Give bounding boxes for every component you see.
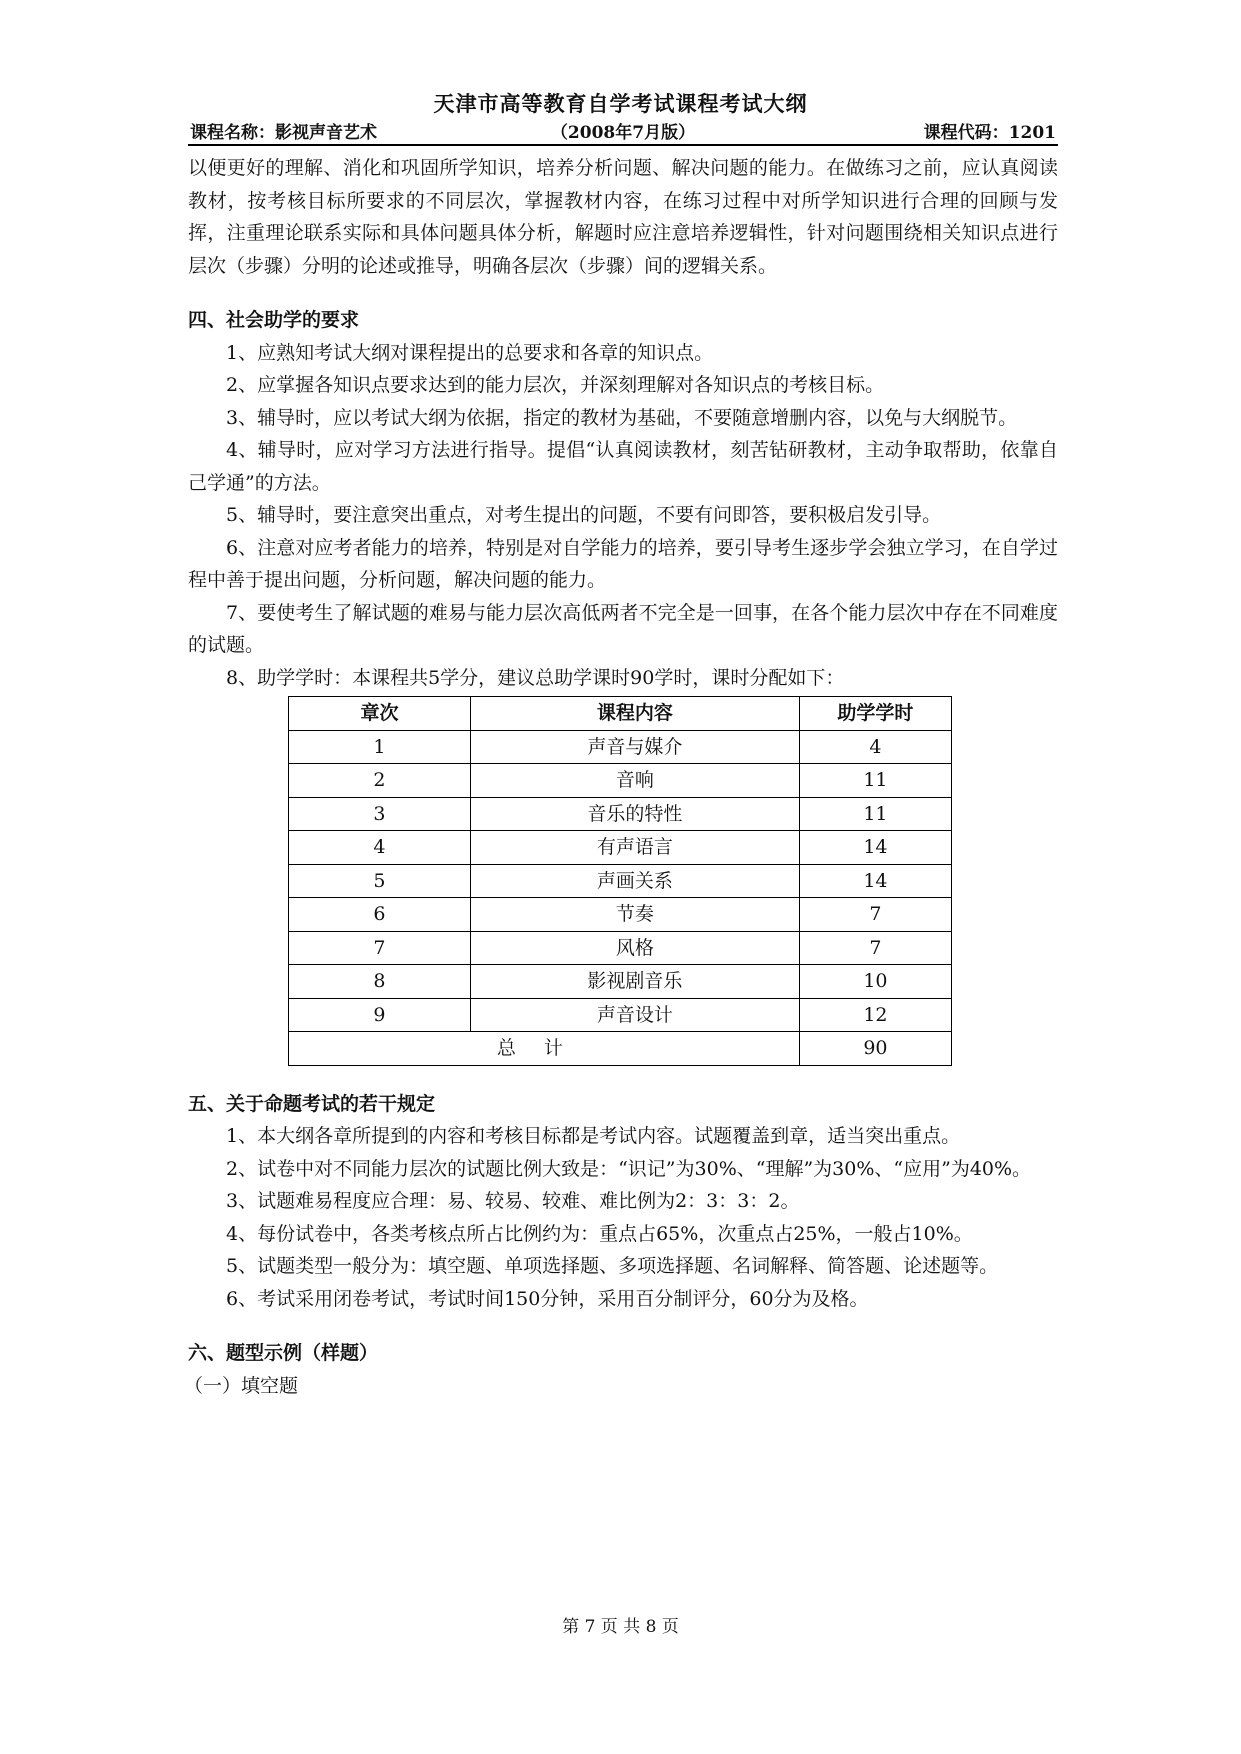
table-cell: 2 — [289, 764, 471, 798]
list-item: 5、试题类型一般分为：填空题、单项选择题、多项选择题、名词解释、简答题、论述题等。 — [226, 1255, 999, 1277]
table-cell: 有声语言 — [470, 831, 799, 865]
table-total-row — [289, 1032, 952, 1066]
column-header: 课程内容 — [470, 697, 799, 731]
table-cell: 音乐的特性 — [470, 797, 799, 831]
list-item: 4、每份试卷中，各类考核点所占比例约为：重点占65%，次重点占25%，一般占10%。 — [226, 1222, 973, 1245]
column-header: 章次 — [289, 697, 471, 731]
table-row — [289, 864, 952, 898]
page-footer: 第 7 页 共 8 页 — [562, 1617, 679, 1637]
table-row — [289, 764, 952, 798]
list-item: 1、应熟知考试大纲对课程提出的总要求和各章的知识点。 — [226, 341, 714, 364]
list-item: 5、辅导时，要注意突出重点，对考生提出的问题，不要有问即答，要积极启发引导。 — [226, 504, 942, 526]
table-row — [289, 998, 952, 1032]
table-cell: 影视剧音乐 — [470, 965, 799, 999]
section5-heading: 五、关于命题考试的若干规定 — [188, 1092, 436, 1115]
table-cell: 12 — [799, 998, 951, 1032]
table-cell: 7 — [799, 898, 951, 932]
list-item: 1、本大纲各章所提到的内容和考核目标都是考试内容。试题覆盖到章，适当突出重点。 — [226, 1125, 961, 1147]
table-cell: 9 — [289, 998, 471, 1032]
section6-heading: 六、题型示例（样题） — [188, 1342, 379, 1364]
table-cell: 4 — [289, 831, 471, 865]
course-code: 课程代码：1201 — [923, 123, 1056, 143]
table-cell: 8 — [289, 965, 471, 999]
table-row — [289, 898, 952, 932]
table-cell: 5 — [289, 864, 471, 898]
table-cell: 7 — [289, 931, 471, 965]
table-cell: 风格 — [470, 931, 799, 965]
study-hours-table — [288, 696, 952, 1066]
document-title: 天津市高等教育自学考试课程考试大纲 — [433, 91, 808, 116]
edition-label: （2008年7月版） — [550, 123, 696, 143]
table-cell: 6 — [289, 898, 471, 932]
table-cell: 7 — [799, 931, 951, 965]
list-item: 7、要使考生了解试题的难易与能力层次高低两者不完全是一回事，在各个能力层次中存在不同难度的试题。 — [188, 601, 1058, 656]
header-row — [188, 118, 1058, 146]
column-header: 助学学时 — [799, 697, 951, 731]
list-item: 8、助学学时：本课程共5学分，建议总助学课时90学时，课时分配如下： — [226, 666, 845, 689]
table-cell: 11 — [799, 797, 951, 831]
total-value: 90 — [799, 1032, 951, 1066]
table-row — [289, 965, 952, 999]
table-cell: 节奏 — [470, 898, 799, 932]
page-content — [184, 152, 1058, 1402]
table-cell: 1 — [289, 730, 471, 764]
table-cell: 4 — [799, 730, 951, 764]
table-cell: 14 — [799, 864, 951, 898]
list-item: 3、试题难易程度应合理：易、较易、较难、难比例为2：3：3：2。 — [226, 1190, 800, 1212]
table-cell: 声音与媒介 — [470, 730, 799, 764]
table-row — [289, 831, 952, 865]
table-row — [289, 797, 952, 831]
list-item: 2、试卷中对不同能力层次的试题比例大致是：“识记”为30%、“理解”为30%、“应用”为40%。 — [226, 1157, 1032, 1180]
subsection-heading: （一）填空题 — [184, 1374, 299, 1397]
list-item: 6、注意对应考者能力的培养，特别是对自学能力的培养，要引导考生逐步学会独立学习，在自学过程中善于提出问题，分析问题，解决问题的能力。 — [188, 536, 1058, 591]
course-name: 课程名称：影视声音艺术 — [190, 123, 377, 143]
list-item: 3、辅导时，应以考试大纲为依据，指定的教材为基础，不要随意增删内容，以免与大纲脱节。 — [226, 406, 1018, 429]
table-cell: 10 — [799, 965, 951, 999]
list-item: 4、辅导时，应对学习方法进行指导。提倡“认真阅读教材，刻苦钻研教材，主动争取帮助，依靠自己学通”的方法。 — [188, 439, 1058, 494]
list-item: 2、应掌握各知识点要求达到的能力层次，并深刻理解对各知识点的考核目标。 — [226, 374, 885, 396]
intro-paragraph: 以便更好的理解、消化和巩固所学知识，培养分析问题、解决问题的能力。在做练习之前，应认真阅读教材，按考核目标所要求的不同层次，掌握教材内容，在练习过程中对所学知识进行合理的回顾与发挥，注重理论联系实际和具体问题具体分析，解题时应注意培养逻辑性，针对问题围绕相关知识点进行层次（步骤）分明的论述或推导，明确各层次（步骤）间的逻辑关系。 — [188, 157, 1058, 277]
list-item: 6、考试采用闭卷考试，考试时间150分钟，采用百分制评分，60分为及格。 — [226, 1287, 869, 1310]
section4-heading: 四、社会助学的要求 — [188, 309, 360, 331]
table-cell: 14 — [799, 831, 951, 865]
table-cell: 音响 — [470, 764, 799, 798]
table-cell: 3 — [289, 797, 471, 831]
table-header-row — [289, 697, 952, 731]
table-cell: 11 — [799, 764, 951, 798]
table-row — [289, 730, 952, 764]
table-cell: 声音设计 — [470, 998, 799, 1032]
table-row — [289, 931, 952, 965]
total-label: 总计 — [289, 1032, 800, 1066]
table-cell: 声画关系 — [470, 864, 799, 898]
